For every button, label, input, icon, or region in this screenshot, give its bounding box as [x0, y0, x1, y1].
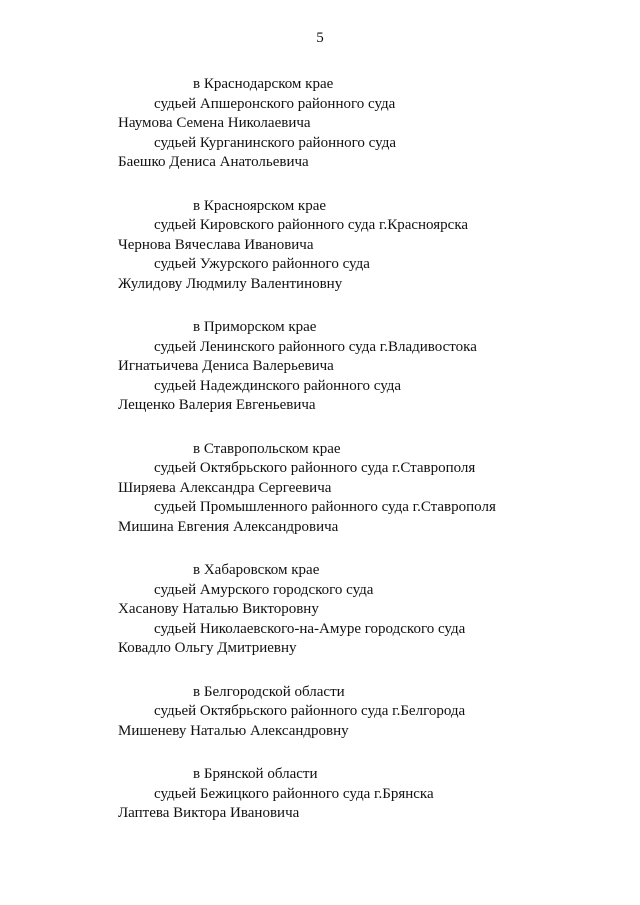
- court-position: судьей Октябрьского районного суда г.Белгорода: [154, 703, 466, 719]
- page-number: 5: [316, 30, 324, 46]
- region-section: [0, 765, 640, 824]
- region-heading: в Красноярском крае: [193, 197, 327, 214]
- region-heading: в Приморском крае: [193, 319, 317, 335]
- judge-name: Ковадло Ольгу Дмитриевну: [118, 640, 297, 656]
- court-position: судьей Амурского городского суда: [154, 581, 374, 598]
- region-section: [0, 318, 640, 416]
- court-position: судьей Ленинского районного суда г.Владивостока: [154, 338, 477, 355]
- region-heading: в Ставропольском крае: [193, 440, 341, 457]
- judge-name: Мишина Евгения Александровича: [118, 518, 339, 535]
- region-heading: в Хабаровском крае: [193, 562, 320, 578]
- court-position: судьей Апшеронского районного суда: [154, 95, 396, 112]
- judge-name: Жулидову Людмилу Валентиновну: [118, 275, 343, 292]
- region-heading: в Белгородской области: [193, 683, 345, 700]
- court-position: судьей Октябрьского районного суда г.Ставрополя: [154, 460, 476, 476]
- judge-name: Баешко Дениса Анатольевича: [118, 154, 309, 170]
- judge-name: Игнатьичева Дениса Валерьевича: [118, 358, 334, 374]
- judge-name: Хасанову Наталью Викторовну: [118, 601, 319, 617]
- court-position: судьей Надеждинского районного суда: [154, 377, 402, 394]
- region-section: [0, 561, 640, 659]
- judge-name: Ширяева Александра Сергеевича: [118, 479, 332, 496]
- region-section: [0, 440, 640, 538]
- court-position: судьей Промышленного районного суда г.Ставрополя: [154, 499, 496, 515]
- court-position: судьей Бежицкого районного суда г.Брянска: [154, 785, 434, 802]
- region-heading: в Брянской области: [193, 766, 318, 782]
- region-section: [0, 197, 640, 295]
- region-section: [0, 683, 640, 742]
- judge-name: Наумова Семена Николаевича: [118, 115, 311, 131]
- judge-name: Чернова Вячеслава Ивановича: [118, 236, 314, 253]
- court-position: судьей Ужурского районного суда: [154, 256, 370, 272]
- judge-name: Лещенко Валерия Евгеньевича: [118, 397, 316, 413]
- court-position: судьей Курганинского районного суда: [154, 134, 396, 151]
- court-position: судьей Николаевского-на-Амуре городского суда: [154, 620, 466, 637]
- region-heading: в Краснодарском крае: [193, 76, 334, 92]
- appointments-list: [0, 75, 640, 848]
- region-section: [0, 75, 640, 173]
- court-position: судьей Кировского районного суда г.Красноярска: [154, 217, 469, 233]
- judge-name: Лаптева Виктора Ивановича: [118, 805, 300, 821]
- judge-name: Мишеневу Наталью Александровну: [118, 722, 349, 739]
